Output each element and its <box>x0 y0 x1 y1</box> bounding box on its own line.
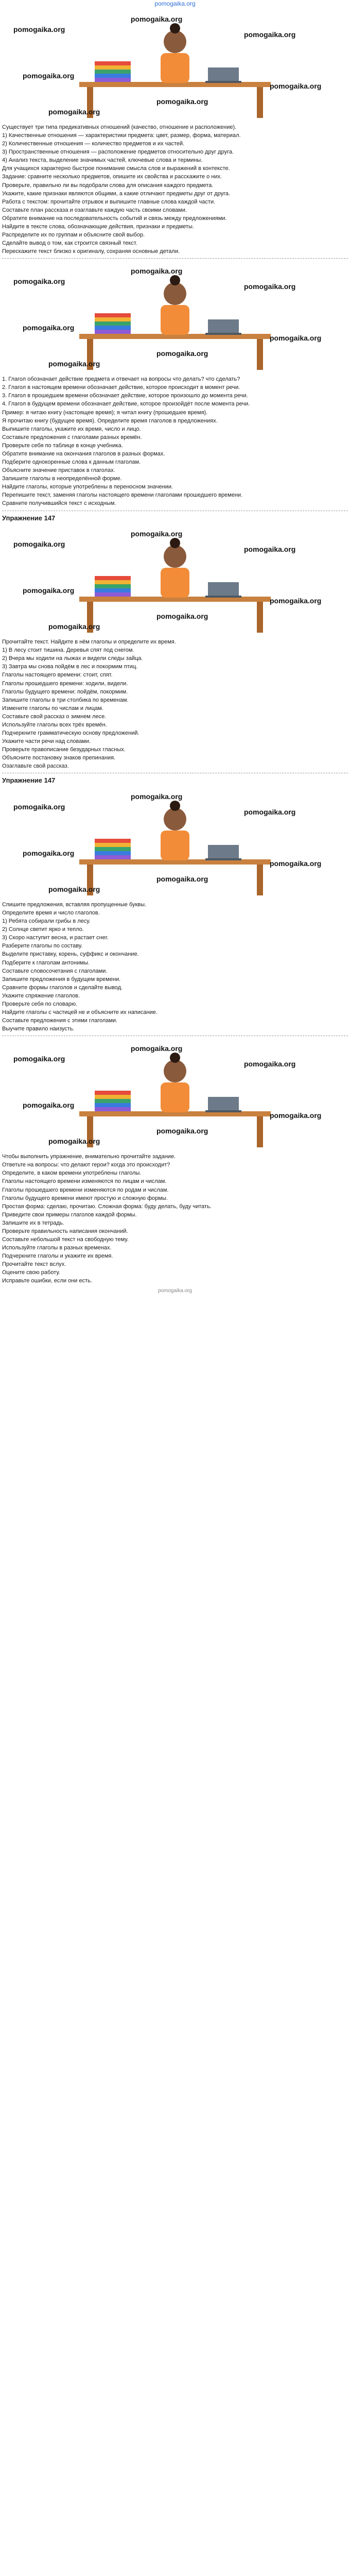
paragraph: Запишите их в тетрадь. <box>2 1219 64 1226</box>
exercise-section <box>2 262 348 507</box>
paragraph: 3) Скоро наступит весна, и растает снег. <box>2 935 109 941</box>
paragraph: Прочитайте текст. Найдите в нём глаголы и определите их время. <box>2 639 176 646</box>
paragraph: Приведите свои примеры глаголов каждой формы. <box>2 1211 137 1218</box>
paragraph: Подберите однокоренные слова к данным глаголам. <box>2 459 141 466</box>
paragraph: 3. Глагол в прошедшем времени обозначает действие, которое произошло до момента речи. <box>2 393 248 399</box>
watermark-text: pomogaika.org <box>270 597 322 605</box>
paragraph: Составьте предложения с глаголами разных времён. <box>2 434 142 440</box>
content <box>2 10 348 1285</box>
paragraph: Найдите глаголы с частицей не и объясните их написание. <box>2 1009 157 1016</box>
paragraph: Запишите глаголы в три столбика по временам. <box>2 697 129 703</box>
illustration-banner <box>2 262 348 372</box>
paragraph: 1) Ребята собирали грибы в лесу. <box>2 918 91 925</box>
paragraph: Измените глаголы по числам и лицам. <box>2 705 103 711</box>
paragraph: Проверьте себя по таблице в конце учебника. <box>2 442 123 449</box>
paragraph: Исправьте ошибки, если они есть. <box>2 1278 92 1284</box>
watermark-text: pomogaika.org <box>23 586 75 595</box>
paragraph: Глаголы настоящего времени изменяются по лицам и числам. <box>2 1178 167 1185</box>
paragraph: Пример: я читаю книгу (настоящее время); я читал книгу (прошедшее время). <box>2 409 208 416</box>
paragraph: Прочитайте текст вслух. <box>2 1261 66 1268</box>
paragraph: Найдите глаголы, которые употреблены в переносном значении. <box>2 484 173 490</box>
watermark-text: pomogaika.org <box>48 1137 100 1146</box>
paragraph: Глаголы прошедшего времени изменяются по родам и числам. <box>2 1187 169 1193</box>
paragraph: 2) Вчера мы ходили на лыжах и видели следы зайца. <box>2 655 143 662</box>
paragraph: Обратите внимание на последовательность событий и связь между предложениями. <box>2 215 227 222</box>
paragraph: Распределите их по группам и объясните свой выбор. <box>2 232 145 239</box>
paragraph: Подчеркните глаголы и укажите их время. <box>2 1253 113 1260</box>
paragraph: Составьте план рассказа и озаглавьте каждую часть своими словами. <box>2 207 187 213</box>
exercise-title: Упражнение 147 <box>2 776 56 785</box>
paragraph: Выпишите глаголы, укажите их время, число и лицо. <box>2 426 141 432</box>
watermark-text: pomogaika.org <box>131 267 183 276</box>
watermark-text: pomogaika.org <box>131 15 183 23</box>
illustration-banner <box>2 10 348 121</box>
divider <box>2 258 348 259</box>
watermark-text: pomogaika.org <box>244 545 296 554</box>
paragraph: Составьте свой рассказ о зимнем лесе. <box>2 713 107 720</box>
paragraph: Чтобы выполнить упражнение, внимательно прочитайте задание. <box>2 1154 176 1160</box>
paragraph: Проверьте, правильно ли вы подобрали слова для описания каждого предмета. <box>2 182 214 189</box>
paragraph: 3) Завтра мы снова пойдём в лес и покормим птиц. <box>2 664 138 670</box>
watermark-text: pomogaika.org <box>48 108 100 116</box>
illustration-banner <box>2 524 348 635</box>
watermark-text: pomogaika.org <box>156 349 208 358</box>
paragraph: Простая форма: сделаю, прочитаю. Сложная форма: буду делать, буду читать. <box>2 1203 212 1210</box>
illustration-banner <box>2 1039 348 1150</box>
watermark-text: pomogaika.org <box>13 25 65 33</box>
paragraph: Запишите глаголы в неопределённой форме. <box>2 476 122 482</box>
paragraph: Объясните значение приставок в глаголах. <box>2 467 115 474</box>
watermark-text: pomogaika.org <box>156 875 208 883</box>
paragraph: Глаголы будущего времени имеют простую и сложную формы. <box>2 1195 168 1201</box>
watermark-text: pomogaika.org <box>156 97 208 106</box>
watermark-text: pomogaika.org <box>270 1111 322 1120</box>
paragraph: Задание: сравните несколько предметов, опишите их свойства и расскажите о них. <box>2 174 222 180</box>
paragraph: Определите, в каком времени употреблены глаголы. <box>2 1170 142 1177</box>
watermark-text: pomogaika.org <box>48 885 100 893</box>
paragraph: Найдите в тексте слова, обозначающие действия, признаки и предметы. <box>2 223 194 230</box>
paragraph: 1. Глагол обозначает действие предмета и отвечает на вопросы что делать? что сделать? <box>2 376 240 383</box>
paragraph: Выучите правило наизусть. <box>2 1026 75 1032</box>
paragraph: Глаголы настоящего времени: стоит, спят. <box>2 672 113 679</box>
paragraph: Проверьте правильность написания окончаний. <box>2 1228 128 1234</box>
watermark-text: pomogaika.org <box>244 30 296 39</box>
paragraph: Составьте словосочетания с глаголами. <box>2 968 108 974</box>
watermark-text: pomogaika.org <box>270 859 322 868</box>
paragraph: Сделайте вывод о том, как строится связный текст. <box>2 240 137 247</box>
watermark-text: pomogaika.org <box>131 1044 183 1053</box>
paragraph: Укажите спряжение глаголов. <box>2 992 80 999</box>
paragraph: 4) Анализ текста, выделение значимых частей, ключевые слова и термины. <box>2 157 203 164</box>
paragraph: Существует три типа предикативных отношений (качество, отношение и расположение). <box>2 124 237 130</box>
watermark-text: pomogaika.org <box>131 530 183 538</box>
paragraph: Подчеркните грамматическую основу предложений. <box>2 730 139 736</box>
watermark-text: pomogaika.org <box>156 1127 208 1136</box>
paragraph: Для учащихся характерно быстрое понимание смысла слов и выражений в контексте. <box>2 165 230 172</box>
watermark-text: pomogaika.org <box>13 1055 65 1063</box>
watermark-text: pomogaika.org <box>23 1101 75 1110</box>
footer: pomogaika.org <box>157 1287 192 1294</box>
paragraph: Подберите к глаголам антонимы. <box>2 959 90 966</box>
paragraph: 1) В лесу стоит тишина. Деревья спят под снегом. <box>2 647 134 654</box>
watermark-text: pomogaika.org <box>13 540 65 549</box>
paragraph: Проверьте себя по словарю. <box>2 1001 78 1007</box>
paragraph: Используйте глаголы в разных временах. <box>2 1245 112 1251</box>
paragraph: Используйте глаголы всех трёх времён. <box>2 721 107 728</box>
paragraph: Укажите, какие признаки являются общими, а какие отличают предметы друг от друга. <box>2 190 231 197</box>
watermark-text: pomogaika.org <box>270 82 322 90</box>
watermark-text: pomogaika.org <box>244 808 296 816</box>
paragraph: Укажите части речи над словами. <box>2 738 91 745</box>
watermark-text: pomogaika.org <box>23 849 75 857</box>
paragraph: 2. Глагол в настоящем времени обозначает действие, которое происходит в момент речи. <box>2 384 240 391</box>
paragraph: 2) Количественные отношения — количество предметов и их частей. <box>2 141 185 147</box>
illustration-banner <box>2 787 348 898</box>
watermark-text: pomogaika.org <box>244 282 296 291</box>
paragraph: Перескажите текст близко к оригиналу, сохраняя основные детали. <box>2 248 180 255</box>
paragraph: Ответьте на вопросы: что делают герои? когда это происходит? <box>2 1162 170 1168</box>
exercise-title: Упражнение 147 <box>2 514 56 522</box>
paragraph: Спишите предложения, вставляя пропущенные буквы. <box>2 902 147 908</box>
paragraph: Оцените свою работу. <box>2 1269 60 1276</box>
watermark-text: pomogaika.org <box>13 277 65 286</box>
watermark-text: pomogaika.org <box>23 324 75 332</box>
paragraph: Перепишите текст, заменяя глаголы настоящего времени глаголами прошедшего времени. <box>2 492 243 499</box>
watermark-text: pomogaika.org <box>270 334 322 343</box>
paragraph: 2) Солнце светит ярко и тепло. <box>2 926 84 933</box>
paragraph: Запишите предложения в будущем времени. <box>2 976 121 982</box>
paragraph: Глаголы прошедшего времени: ходили, видели. <box>2 680 128 687</box>
paragraph: Озаглавьте свой рассказ. <box>2 763 69 770</box>
site-header[interactable]: pomogaika.org <box>154 0 196 7</box>
paragraph: Определите время и число глаголов. <box>2 910 100 917</box>
paragraph: Работа с текстом: прочитайте отрывок и выпишите главные слова каждой части. <box>2 198 216 205</box>
exercise-section <box>2 10 348 255</box>
paragraph: Объясните постановку знаков препинания. <box>2 755 116 761</box>
paragraph: 1) Качественные отношения — характеристики предмета: цвет, размер, форма, материал. <box>2 132 241 139</box>
paragraph: Выделите приставку, корень, суффикс и окончание. <box>2 951 139 958</box>
paragraph: Я прочитаю книгу (будущее время). Определите время глаголов в предложениях. <box>2 417 218 424</box>
paragraph: Проверьте правописание безударных гласных. <box>2 747 126 753</box>
exercise-section <box>2 776 348 1032</box>
watermark-text: pomogaika.org <box>156 612 208 621</box>
watermark-text: pomogaika.org <box>48 622 100 631</box>
exercise-section <box>2 1039 348 1284</box>
paragraph: Глаголы будущего времени: пойдём, покормим. <box>2 688 128 695</box>
paragraph: Сравните формы глаголов и сделайте вывод. <box>2 984 123 991</box>
watermark-text: pomogaika.org <box>13 803 65 811</box>
watermark-text: pomogaika.org <box>48 360 100 368</box>
watermark-text: pomogaika.org <box>131 792 183 801</box>
paragraph: Сравните получившийся текст с исходным. <box>2 500 116 507</box>
paragraph: Составьте предложения с этими глаголами. <box>2 1018 118 1024</box>
paragraph: Разберите глаголы по составу. <box>2 943 83 950</box>
watermark-text: pomogaika.org <box>23 72 75 80</box>
watermark-text: pomogaika.org <box>244 1060 296 1069</box>
paragraph: 4. Глагол в будущем времени обозначает действие, которое произойдёт после момента речи. <box>2 401 250 408</box>
paragraph: 3) Пространственные отношения — расположение предметов относительно друг друга. <box>2 149 234 156</box>
paragraph: Обратите внимание на окончания глаголов в разных формах. <box>2 450 165 457</box>
paragraph: Составьте небольшой текст на свободную тему. <box>2 1236 129 1243</box>
exercise-section <box>2 514 348 770</box>
